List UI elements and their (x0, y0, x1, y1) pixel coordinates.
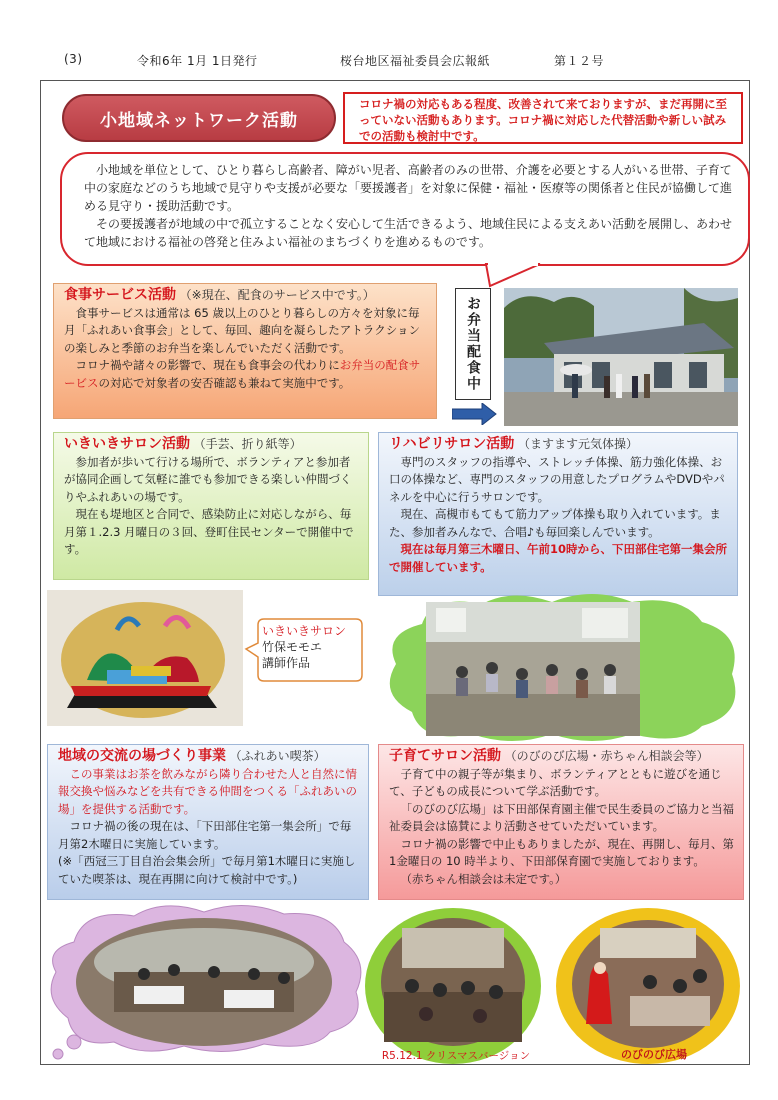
craft-artwork-photo (47, 590, 243, 726)
callout-line-2: 竹保モモエ (262, 640, 323, 654)
christmas-event-photo (362, 906, 544, 1066)
childcare-salon-paragraph-2: 「のびのび広場」は下田部保育園主催で民生委員のご協力と当福祉委員会は協賛により活動させていただいています。 (389, 801, 734, 833)
arrow-right-icon (452, 403, 498, 425)
rehab-salon-subheading: （ますます元気体操） (517, 437, 638, 451)
nobinobi-caption: のびのび広場 (621, 1048, 687, 1061)
community-cafe-section (47, 744, 369, 900)
ikiiki-salon-heading: いきいきサロン活動 (64, 436, 190, 452)
childcare-salon-paragraph-3: コロナ禍の影響で中止もありましたが、現在、再開し、毎月、第1金曜日の 10 時半より、下田部保育園で実施しております。 (389, 836, 734, 868)
ikiiki-salon-section (53, 432, 369, 580)
intro-paragraph-2: その要援護者が地域の中で孤立することなく安心して生活できるよう、地域住民による支えあい活動を展開し、あわせて地域における福祉の啓発と住みよい福祉のまちづくりを進めるものです。 (84, 217, 733, 249)
callout-line-3: 講師作品 (262, 656, 311, 670)
childcare-salon-heading: 子育てサロン活動 (389, 748, 501, 764)
rehab-salon-paragraph-2: 現在、高槻市もてもて筋力アップ体操も取り入れています。また、参加者みんなで、合唱♪も毎回楽しんでいます。 (389, 507, 721, 539)
ikiiki-salon-subheading: （手芸、折り紙等） (193, 437, 302, 451)
rehab-salon-paragraph-1: 専門のスタッフの指導や、ストレッチ体操、筋力強化体操、お口の体操など、専門のスタッフの用意したプログラムやDVDやパネルを中心に行うサロンです。 (389, 454, 725, 504)
community-cafe-subheading: （ふれあい喫茶） (229, 749, 326, 763)
notice-box: コロナ禍の対応もある程度、改善されて来ておりますが、まだ再開に至っていない活動もあります。コロナ禍に対応した代替活動や新しい試みでの活動も検討中です。 (343, 92, 743, 144)
publisher-name: 桜台地区福祉委員会広報紙 (340, 54, 491, 68)
food-service-paragraph-2: コロナ禍や諸々の影響で、現在も食事会の代わりにお弁当の配食サービスの対応で対象者の安否確認も兼ねて実施中です。 (64, 358, 421, 390)
community-cafe-paragraph-2: コロナ禍の後の現在は、「下田部住宅第一集会所」で毎月第2木曜日に実施しています。 (58, 819, 352, 851)
food-service-section (53, 283, 437, 419)
childcare-salon-paragraph-4: （赤ちゃん相談会は未定です。） (400, 871, 567, 886)
bubble-tail-icon (480, 262, 560, 288)
callout-text (262, 623, 346, 671)
bento-delivery-photo (504, 288, 738, 426)
callout-line-1: いきいきサロン (262, 624, 347, 638)
bento-delivery-label: お弁当配食中 (455, 288, 491, 400)
intro-bubble (60, 152, 750, 266)
ikiiki-salon-paragraph-2: 現在も堤地区と合同で、感染防止に対応しながら、毎月第１.2.3 月曜日の３回、登町住民センターで開催中です。 (64, 507, 354, 556)
childcare-salon-subheading: （のびのび広場・赤ちゃん相談会等） (504, 749, 709, 763)
rehab-salon-schedule: 現在は毎月第三木曜日、午前10時から、下田部住宅第一集会所で開催しています。 (389, 542, 728, 574)
rehab-photo-cloud (382, 594, 746, 744)
food-service-paragraph-1: 食事サービスは通常は 65 歳以上のひとり暮らしの方々を対象に毎月「ふれあい食事会」として、毎回、趣向を凝らしたアトラクションの楽しみと季節のお弁当を楽しんでいただく活動です。 (64, 305, 421, 355)
rehab-salon-section (378, 432, 738, 596)
childcare-salon-paragraph-1: 子育て中の親子等が集まり、ボランティアとともに遊びを通じて、子どもの成長について学ぶ活動です。 (389, 766, 722, 798)
community-cafe-paragraph-1: この事業はお茶を飲みながら隣り合わせた人と自然に情報交換や悩みなどを共有できる仲間をつくる「ふれあいの場」を提供する活動です。 (58, 766, 357, 816)
nobinobi-plaza-photo (550, 906, 746, 1066)
page-number: (3) (64, 52, 83, 66)
intro-paragraph-1: 小地域を単位として、ひとり暮らし高齢者、障がい児者、高齢者のみの世帯、介護を必要とする人がいる世帯、子育て中の家庭などのうち地域で見守りや支援が必要な「要援護者」を対象に保健・福祉・医療等の関係者と住民が協働して進める見守り・援助活動です。 (84, 163, 733, 213)
community-cafe-note: (※「西冠三丁目自治会集会所」で毎月第1木曜日に実施していた喫茶は、現在再開に向けて検討中です。) (58, 854, 356, 886)
christmas-caption: R5.12.1 クリスマスバージョン (381, 1050, 531, 1062)
cafe-photo-cloud (44, 902, 366, 1062)
food-service-subheading: （※現在、配食のサービス中です。） (179, 288, 375, 302)
issue-date: 令和6年 1月 1日発行 (137, 54, 258, 68)
page-title: 小地域ネットワーク活動 (62, 94, 336, 142)
rehab-salon-heading: リハビリサロン活動 (389, 436, 515, 452)
community-cafe-heading: 地域の交流の場づくり事業 (58, 748, 226, 764)
childcare-salon-section (378, 744, 744, 900)
ikiiki-salon-paragraph-1: 参加者が歩いて行ける場所で、ボランティアと参加者が協同企画して気軽に誰でも参加できる楽しい仲間づくりやふれあいの場です。 (64, 454, 352, 504)
issue-number: 第１２号 (554, 54, 605, 68)
food-service-heading: 食事サービス活動 (64, 287, 176, 303)
